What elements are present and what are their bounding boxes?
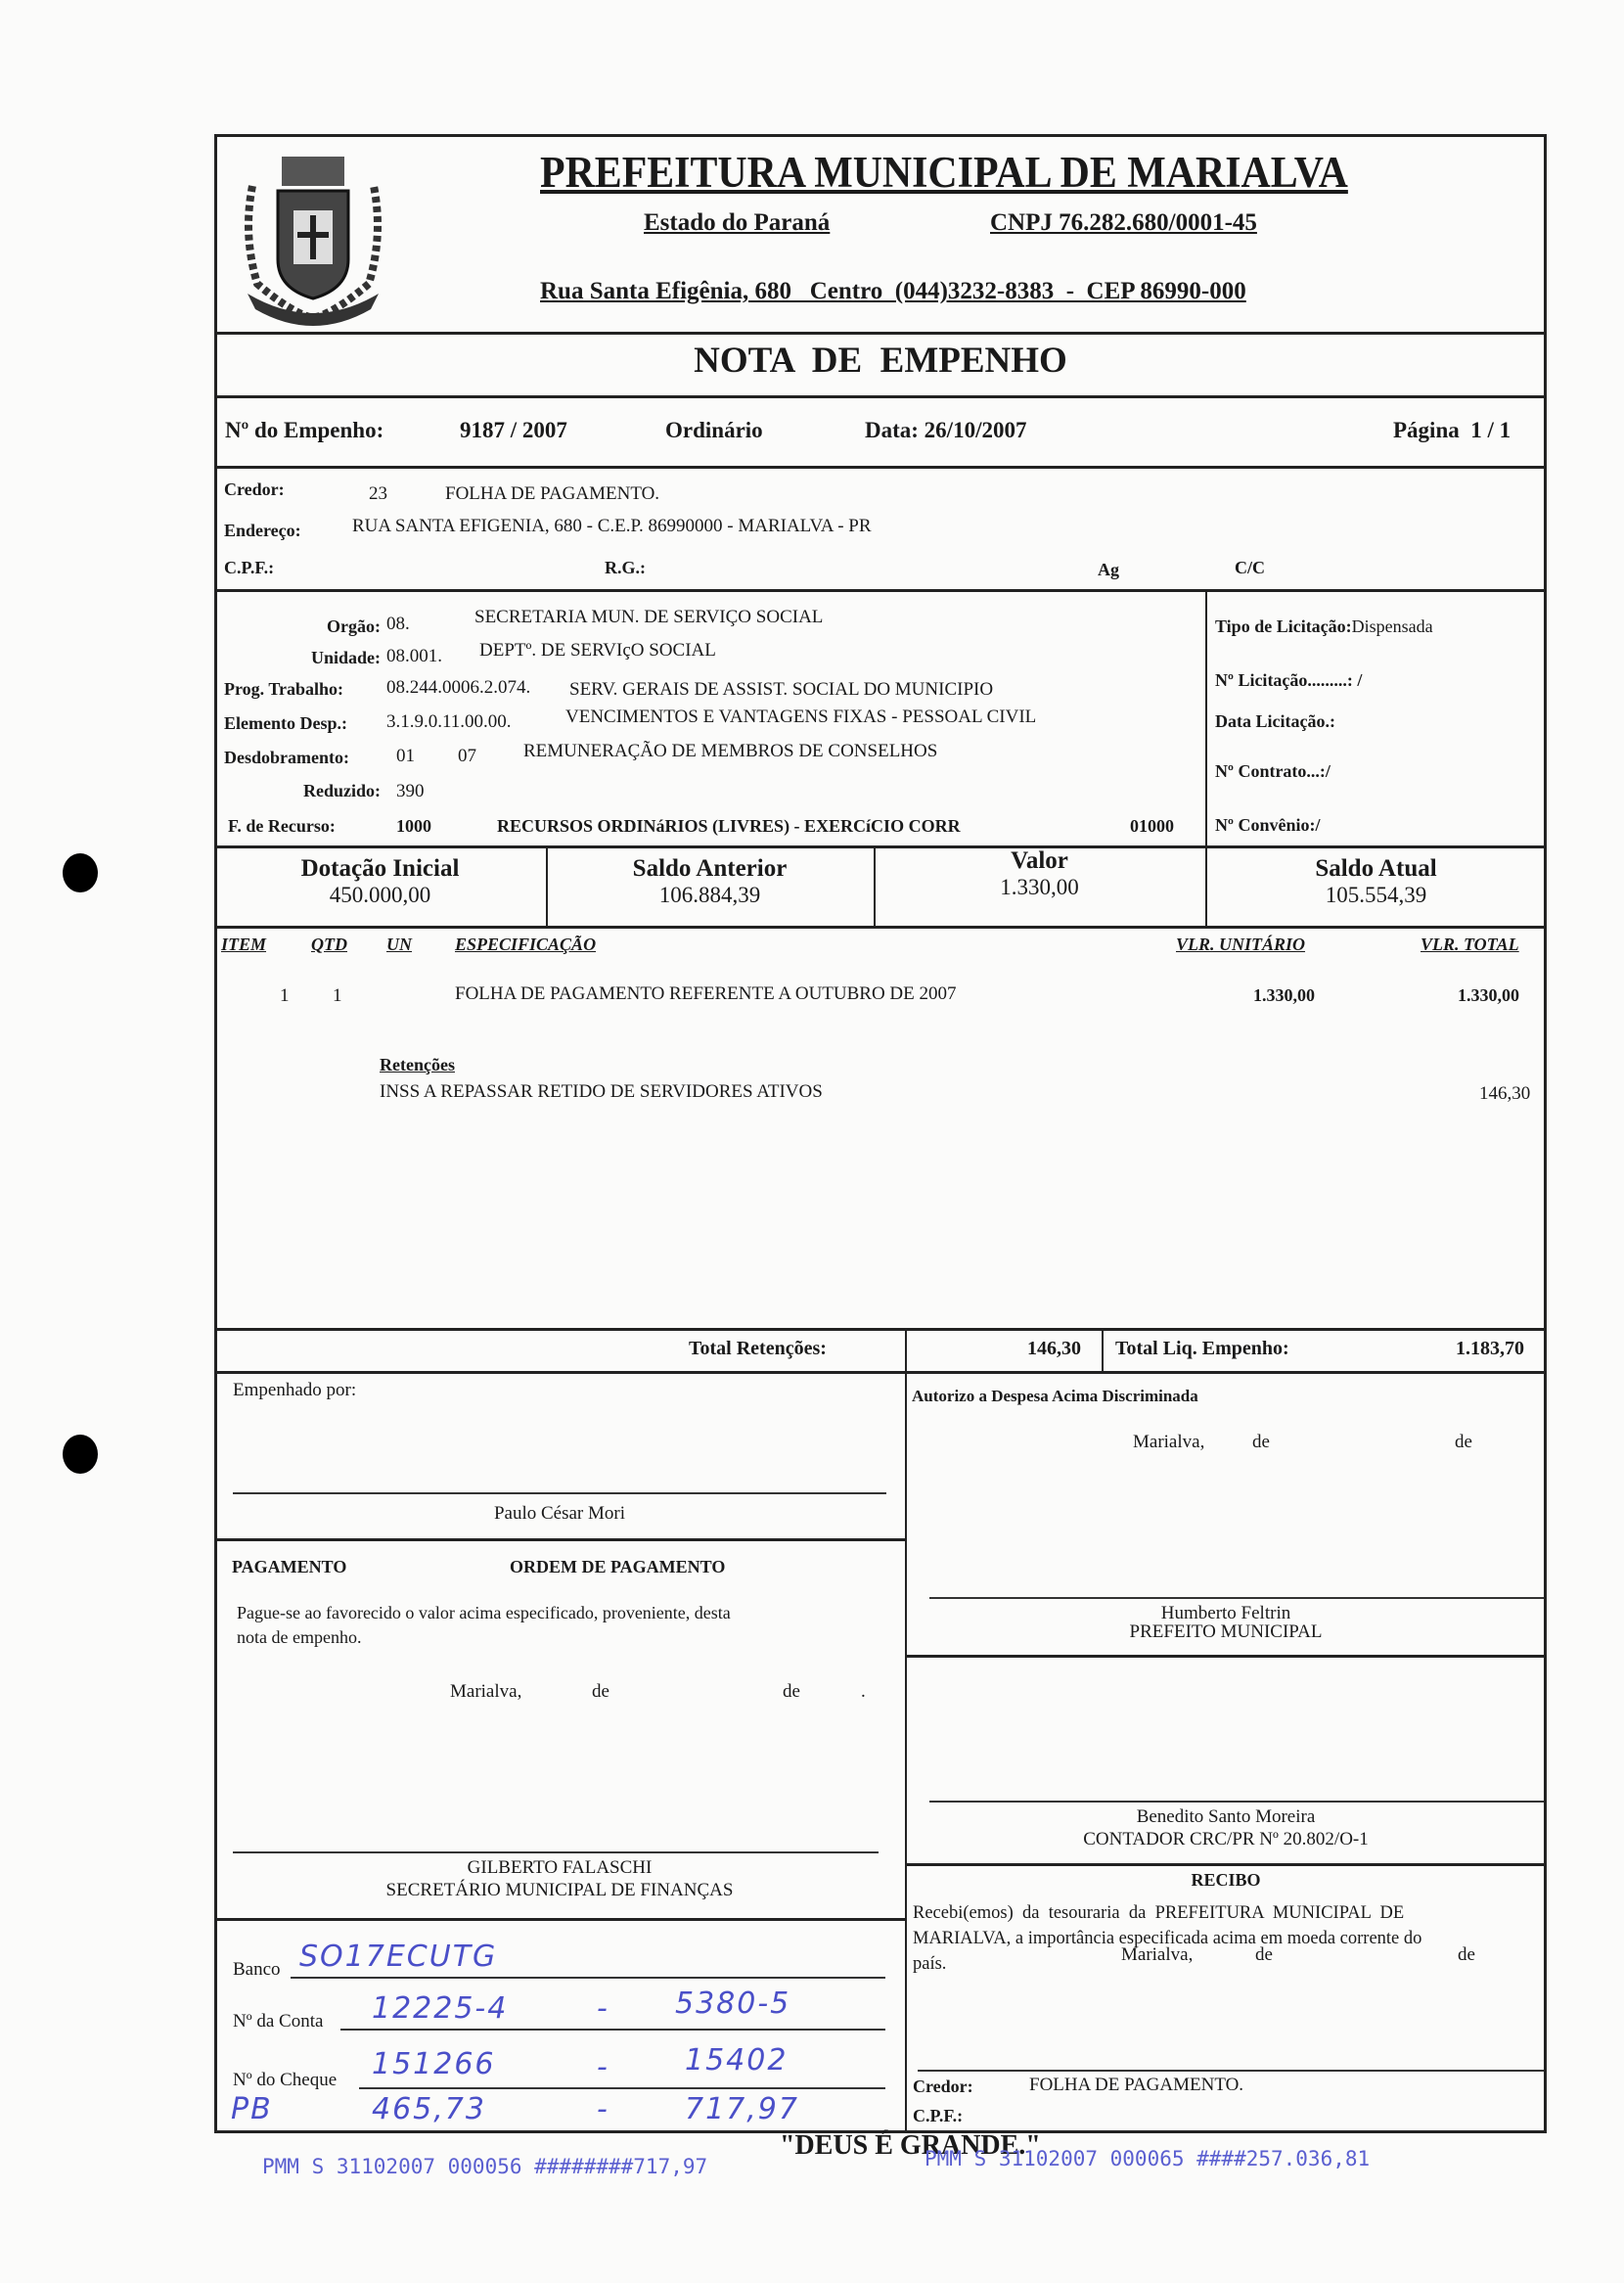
recibo-cpf-label: C.P.F.: (913, 2106, 964, 2125)
recibo-heading: RECIBO (1191, 1870, 1261, 1890)
col-especificacao: ESPECIFICAÇÃO (455, 935, 597, 954)
item-spec: FOLHA DE PAGAMENTO REFERENTE A OUTUBRO DE 2007 (455, 983, 957, 1004)
banco-label: Banco (233, 1959, 281, 1980)
saldo-dotacao-inicial (214, 855, 546, 908)
tipo-licitacao-label: Tipo de Licitação: (1215, 616, 1352, 636)
address-label: Rua Santa Efigênia, 680 Centro (044)3232-8383 - CEP 86990-000 (540, 278, 1246, 304)
pagamento-de: de (783, 1681, 800, 1702)
unidade-label: Unidade: (310, 648, 381, 667)
secretario-title: SECRETÁRIO MUNICIPAL DE FINANÇAS (385, 1880, 734, 1900)
bank-stamp-1: PMM S 31102007 000056 ########717,97 (262, 2155, 708, 2178)
numero-licitacao: Nº Licitação.........: / (1215, 670, 1363, 690)
recibo-de: de (1458, 1944, 1475, 1965)
recibo-text-2: MARIALVA, a importância especificada acima em moeda corrente do (913, 1929, 1422, 1948)
prefeito-title: PREFEITO MUNICIPAL (1129, 1621, 1323, 1642)
saldo-label: Dotação Inicial (300, 855, 460, 882)
ordem-pagamento-heading: ORDEM DE PAGAMENTO (510, 1557, 726, 1576)
total-retencoes-label: Total Retenções: (689, 1338, 827, 1359)
elemento-desc: VENCIMENTOS E VANTAGENS FIXAS - PESSOAL CIVIL (565, 707, 1037, 727)
page-number: Página 1 / 1 (1393, 418, 1511, 442)
recibo-credor-name: FOLHA DE PAGAMENTO. (1029, 2075, 1244, 2095)
banco-value: SO17ECUTG (299, 1940, 498, 1974)
recibo-de: de (1255, 1944, 1273, 1965)
cpf-label: C.P.F.: (224, 558, 275, 577)
empenho-number: 9187 / 2007 (460, 418, 567, 442)
retencoes-heading: Retenções (380, 1055, 455, 1074)
pagamento-heading: PAGAMENTO (232, 1557, 347, 1576)
reduzido-label: Reduzido: (302, 781, 381, 800)
prog-label: Prog. Trabalho: (224, 679, 344, 699)
punch-hole (63, 853, 98, 892)
punch-hole (63, 1435, 98, 1474)
ag-label: Ag (1098, 560, 1119, 579)
recurso-code2: 01000 (1130, 816, 1174, 836)
recurso-code: 1000 (396, 816, 431, 836)
cc-label: C/C (1235, 558, 1265, 577)
cheque-label: Nº do Cheque (233, 2070, 338, 2090)
total-liquido-value: 1.183,70 (1456, 1338, 1524, 1359)
cheque-value-2: 15402 (685, 2043, 789, 2078)
municipality-title: PREFEITURA MUNICIPAL DE MARIALVA (540, 148, 1348, 197)
orgao-label: Orgão: (327, 616, 381, 636)
recibo-text: Recebi(emos) da tesouraria da PREFEITURA MUNICIPAL DE (913, 1903, 1405, 1923)
elemento-label: Elemento Desp.: (224, 713, 347, 733)
credor-label: Credor: (224, 479, 285, 499)
recibo-text-3: país. (913, 1954, 947, 1974)
autorizo-de: de (1455, 1432, 1472, 1452)
pagamento-de: de (592, 1681, 609, 1702)
rg-label: R.G.: (605, 558, 646, 577)
saldo-label: Valor (1011, 847, 1068, 874)
desdobramento-desc: REMUNERAÇÃO DE MEMBROS DE CONSELHOS (523, 741, 938, 761)
retencao-desc: INSS A REPASSAR RETIDO DE SERVIDORES ATIVOS (380, 1081, 823, 1102)
pb-value-1: 465,73 (372, 2092, 486, 2126)
saldo-value: 106.884,39 (658, 883, 761, 907)
item-unit-value: 1.330,00 (1253, 985, 1315, 1005)
cheque-value-1: 151266 (372, 2047, 496, 2081)
item-number: 1 (280, 985, 290, 1006)
retencao-value: 146,30 (1479, 1083, 1531, 1104)
empenho-date: Data: 26/10/2007 (865, 418, 1027, 442)
document-title: NOTA DE EMPENHO (694, 341, 1067, 381)
unidade-code: 08.001. (386, 646, 442, 666)
bank-stamp-2: PMM S 31102007 000065 ####257.036,81 (925, 2147, 1371, 2170)
numero-contrato: Nº Contrato...:/ (1215, 761, 1331, 781)
saldo-value: 450.000,00 (329, 883, 431, 907)
credor-name: FOLHA DE PAGAMENTO. (445, 483, 660, 504)
saldo-anterior (546, 855, 874, 908)
item-qtd: 1 (333, 985, 342, 1006)
empenho-type: Ordinário (665, 418, 763, 442)
pb-value-2: 717,97 (685, 2092, 799, 2126)
cheque-dash: - (597, 2050, 609, 2084)
pague-se-text: Pague-se ao favorecido o valor acima especificado, proveniente, desta (237, 1603, 731, 1622)
empenho-label: Nº do Empenho: (225, 418, 384, 442)
elemento-code: 3.1.9.0.11.00.00. (386, 711, 512, 732)
col-qtd: QTD (311, 935, 347, 954)
pague-se-text-2: nota de empenho. (237, 1627, 362, 1647)
saldo-atual (1205, 855, 1547, 908)
col-vlr-total: VLR. TOTAL (1421, 935, 1519, 954)
reduzido-code: 390 (396, 781, 425, 801)
orgao-code: 08. (386, 614, 410, 634)
recibo-credor-label: Credor: (913, 2077, 973, 2096)
tipo-licitacao (1215, 616, 1433, 637)
cnpj-label: CNPJ 76.282.680/0001-45 (990, 209, 1257, 236)
saldo-value: 105.554,39 (1325, 883, 1427, 907)
recibo-city: Marialva, (1121, 1944, 1194, 1965)
footer-motto: "DEUS É GRANDE." (780, 2130, 1041, 2161)
tipo-licitacao-value: Dispensada (1351, 616, 1433, 636)
conta-dash: - (597, 1991, 609, 2026)
contador-name: Benedito Santo Moreira (1136, 1806, 1316, 1827)
credor-address: RUA SANTA EFIGENIA, 680 - C.E.P. 86990000 - MARIALVA - PR (352, 516, 872, 536)
pagamento-dot: . (861, 1681, 866, 1702)
item-total-value: 1.330,00 (1458, 985, 1519, 1005)
address-field-label: Endereço: (224, 521, 301, 540)
recurso-desc: RECURSOS ORDINáRIOS (LIVRES) - EXERCíCIO CORR (497, 816, 961, 836)
desdobramento-code: 01 (396, 746, 415, 766)
autorizo-heading: Autorizo a Despesa Acima Discriminada (912, 1387, 1198, 1405)
prog-desc: SERV. GERAIS DE ASSIST. SOCIAL DO MUNICIPIO (569, 679, 994, 700)
pb-dash: - (597, 2092, 609, 2126)
coat-of-arms-logo (233, 147, 393, 329)
autorizo-city: Marialva, (1133, 1432, 1205, 1452)
conta-value-2: 5380-5 (675, 1986, 791, 2021)
total-liquido-label: Total Liq. Empenho: (1115, 1338, 1289, 1359)
saldo-value: 1.330,00 (1000, 875, 1079, 899)
recurso-label: F. de Recurso: (228, 816, 336, 836)
total-retencoes-value: 146,30 (1027, 1338, 1081, 1359)
state-label: Estado do Paraná (644, 209, 831, 236)
prog-code: 08.244.0006.2.074. (386, 677, 531, 698)
conta-label: Nº da Conta (233, 2011, 324, 2032)
credor-code: 23 (369, 483, 387, 504)
pagamento-city: Marialva, (450, 1681, 522, 1702)
orgao-desc: SECRETARIA MUN. DE SERVIÇO SOCIAL (474, 607, 824, 627)
secretario-name: GILBERTO FALASCHI (467, 1857, 653, 1878)
conta-value-1: 12225-4 (372, 1991, 509, 2026)
desdobramento-label: Desdobramento: (224, 748, 349, 767)
prefeito-name: Humberto Feltrin (1160, 1603, 1291, 1623)
autorizo-de: de (1252, 1432, 1270, 1452)
col-item: ITEM (221, 935, 267, 954)
empenhado-por-name: Paulo César Mori (493, 1503, 626, 1524)
data-licitacao: Data Licitação.: (1215, 711, 1335, 731)
saldo-label: Saldo Anterior (632, 855, 788, 882)
empenhado-por-label: Empenhado por: (233, 1380, 357, 1400)
contador-title: CONTADOR CRC/PR Nº 20.802/O-1 (1083, 1829, 1369, 1849)
col-vlr-unitario: VLR. UNITÁRIO (1176, 935, 1306, 954)
unidade-desc: DEPTº. DE SERVIçO SOCIAL (479, 640, 716, 661)
saldo-label: Saldo Atual (1315, 855, 1437, 882)
saldo-valor (874, 847, 1205, 900)
desdobramento-code2: 07 (458, 746, 476, 766)
col-un: UN (386, 935, 412, 954)
numero-convenio: Nº Convênio:/ (1215, 815, 1321, 835)
pb-label: PB (231, 2092, 273, 2126)
